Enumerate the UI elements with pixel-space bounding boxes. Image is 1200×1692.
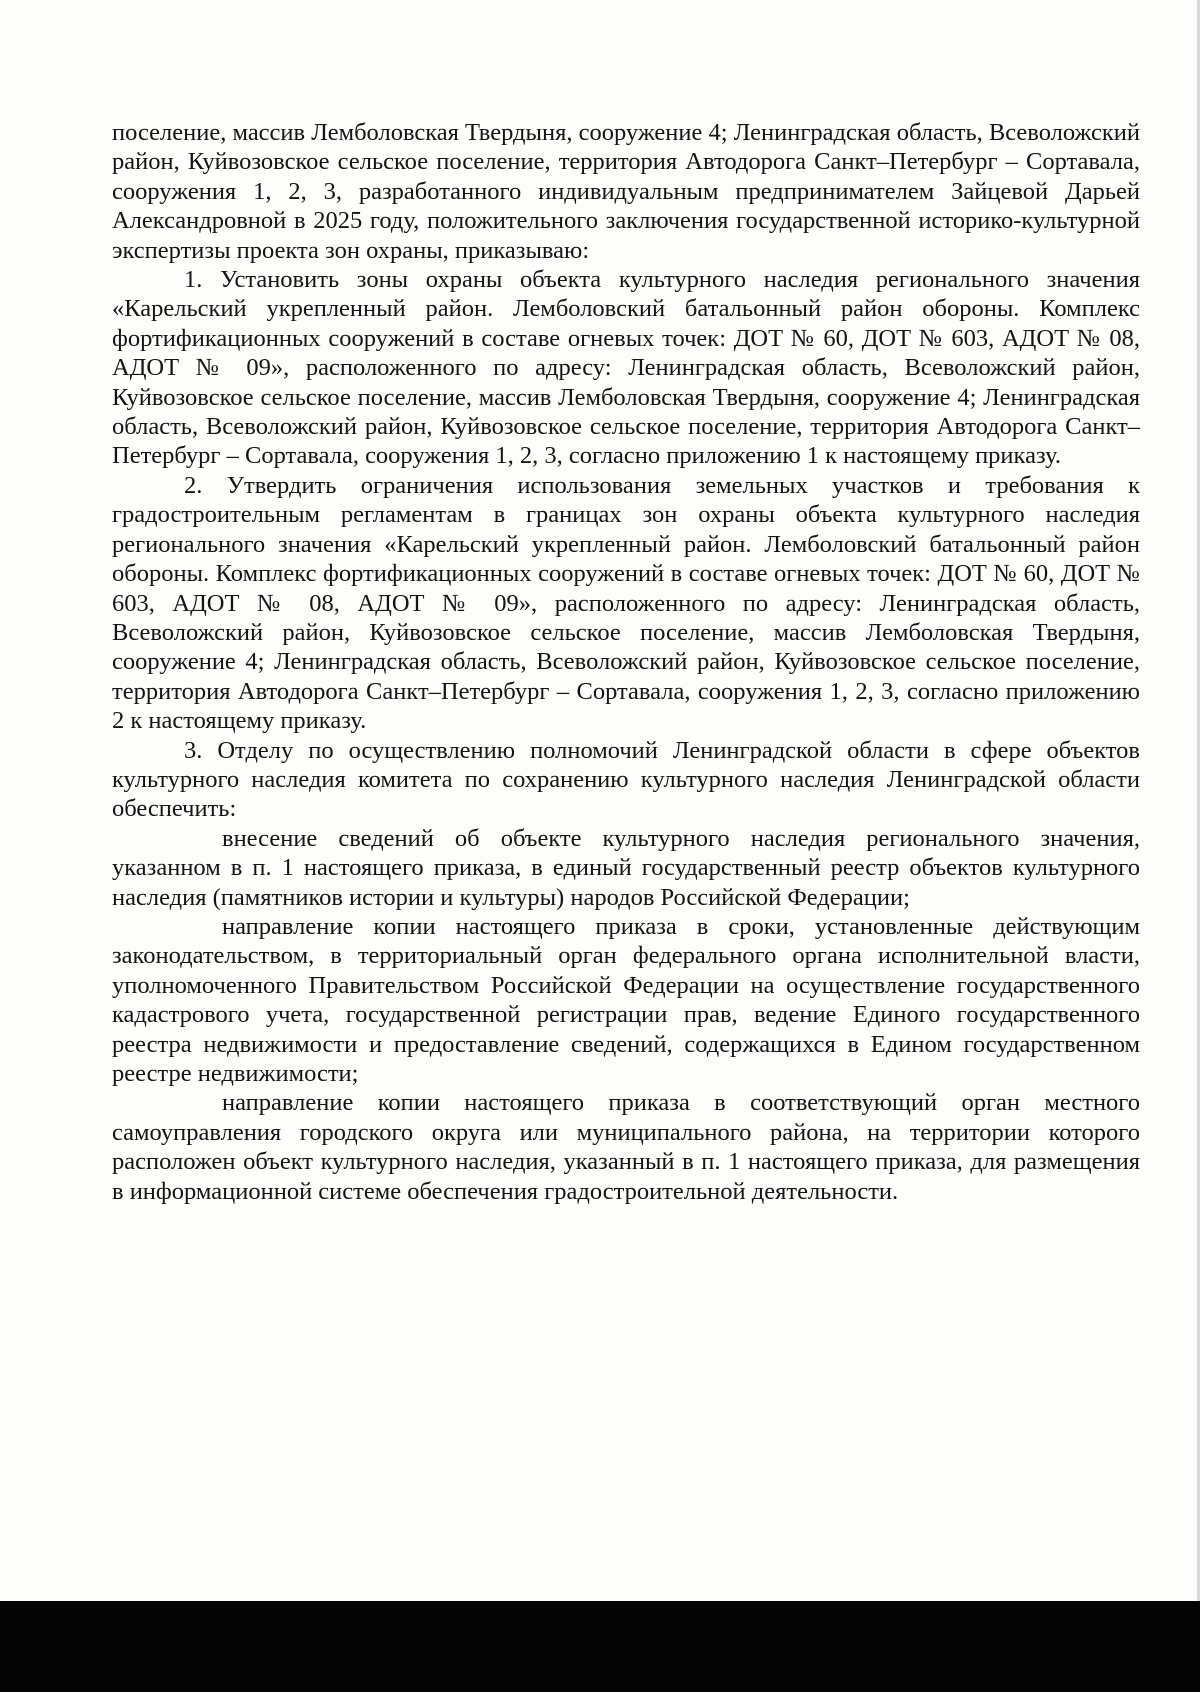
paragraph-continuation: поселение, массив Лемболовская Твердыня, сооружение 4; Ленинградская область, Всеволожский район, Куйвозовское сельское поселение, территория Автодорога Санкт–Петербург – Сортавала, сооружения 1, 2, 3, разработанного индивидуальным предпринимателем Зайцевой Дарьей Александровной в 2025 году, положительного заключения государственной историко-культурной экспертизы проекта зон охраны, приказываю: — [112, 119, 1140, 264]
paragraph-subitem-registry: внесение сведений об объекте культурного наследия регионального значения, указанном в п. 1 настоящего приказа, в единый государственный реестр объектов культурного наследия (памятников истории и культуры) народов Российской Федерации; — [112, 824, 1140, 911]
paragraph-item-3: 3. Отделу по осуществлению полномочий Ленинградской области в сфере объектов культурного наследия комитета по сохранению культурного наследия Ленинградской области обеспечить: — [112, 736, 1140, 823]
paragraph-subitem-local-government: направление копии настоящего приказа в соответствующий орган местного самоуправления городского округа или муниципального района, на территории которого расположен объект культурного наследия, указанный в п. 1 настоящего приказа, для размещения в информационной системе обеспечения градостроительной деятельности. — [112, 1089, 1140, 1205]
paragraph-subitem-federal-organ: направление копии настоящего приказа в сроки, установленные действующим законодательством, в территориальный орган федерального органа исполнительной власти, уполномоченного Правительством Российской Федерации на осуществление государственного кадастрового учета, государственной регистрации прав, ведение Единого государственного реестра недвижимости и предоставление сведений, содержащихся в Едином государственном реестре недвижимости; — [112, 912, 1140, 1087]
scan-bottom-border — [0, 1601, 1200, 1692]
paragraph-item-1: 1. Установить зоны охраны объекта культурного наследия регионального значения «Карельский укрепленный район. Лемболовский батальонный район обороны. Комплекс фортификационных сооружений в составе огневых точек: ДОТ № 60, ДОТ № 603, АДОТ № 08, АДОТ № 09», расположенного по адресу: Ленинградская область, Всеволожский район, Куйвозовское сельское поселение, массив Лемболовская Твердыня, сооружение 4; Ленинградская область, Всеволожский район, Куйвозовское сельское поселение, территория Автодорога Санкт–Петербург – Сортавала, сооружения 1, 2, 3, согласно приложению 1 к настоящему приказу. — [112, 266, 1140, 470]
document-body — [112, 118, 1140, 1206]
paragraph-item-2: 2. Утвердить ограничения использования земельных участков и требования к градостроительным регламентам в границах зон охраны объекта культурного наследия регионального значения «Карельский укрепленный район. Лемболовский батальонный район обороны. Комплекс фортификационных сооружений в составе огневых точек: ДОТ № 60, ДОТ № 603, АДОТ № 08, АДОТ № 09», расположенного по адресу: Ленинградская область, Всеволожский район, Куйвозовское сельское поселение, массив Лемболовская Твердыня, сооружение 4; Ленинградская область, Всеволожский район, Куйвозовское сельское поселение, территория Автодорога Санкт–Петербург – Сортавала, сооружения 1, 2, 3, согласно приложению 2 к настоящему приказу. — [112, 471, 1140, 735]
